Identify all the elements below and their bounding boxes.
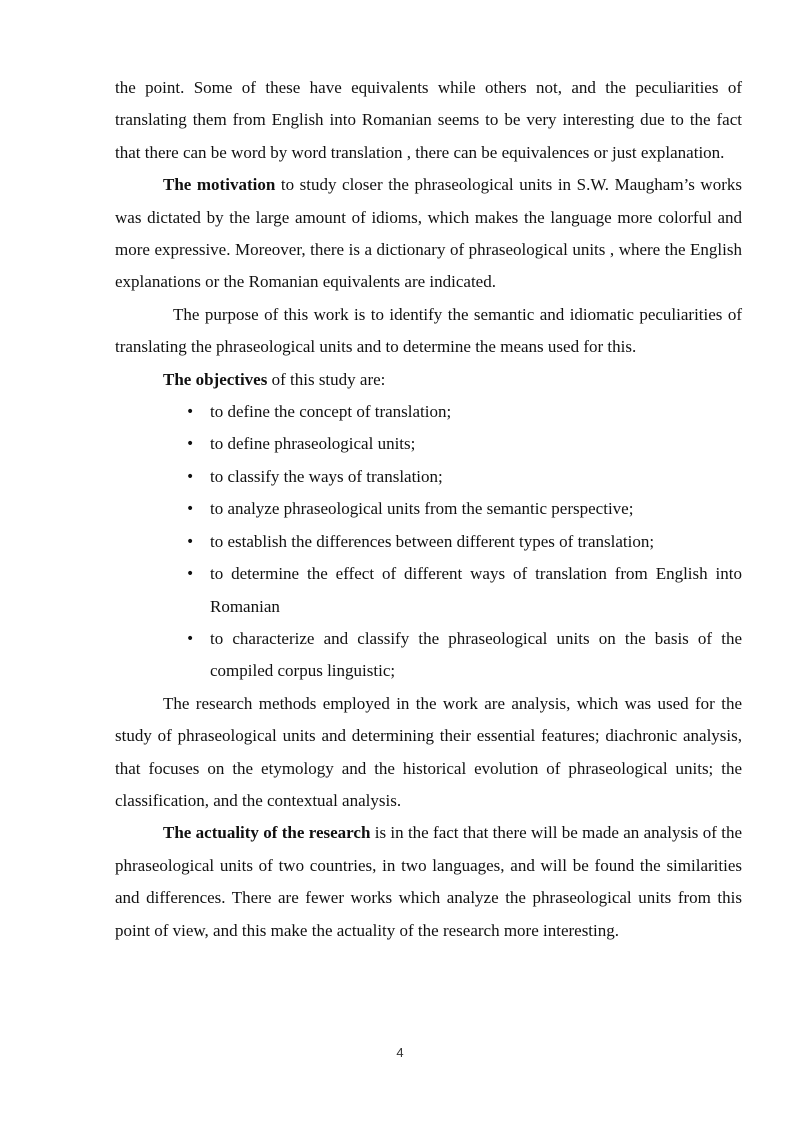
list-item: [186, 493, 742, 525]
bullet-icon: •: [186, 566, 195, 583]
bullet-icon: •: [186, 501, 195, 518]
objectives-heading: The objectives: [163, 369, 268, 389]
list-item-text: to establish the differences between different types of translation;: [210, 531, 655, 551]
list-item: [186, 396, 742, 428]
list-item-text: to define phraseological units;: [210, 434, 416, 454]
list-item: [186, 623, 742, 688]
bullet-icon: •: [186, 436, 195, 453]
list-item-text: to define the concept of translation;: [210, 402, 452, 422]
list-item: [186, 461, 742, 493]
purpose-paragraph: The purpose of this work is to identify the semantic and idiomatic peculiarities of translating the phraseological units and to determine the means used for this.: [115, 304, 742, 357]
bullet-icon: •: [186, 533, 195, 550]
actuality-heading: The actuality of the research: [163, 823, 371, 843]
list-item: [186, 558, 742, 623]
objectives-intro-text: of this study are:: [267, 369, 386, 389]
bullet-icon: •: [186, 404, 195, 421]
list-item-text: to classify the ways of translation;: [210, 466, 443, 486]
list-item: [186, 526, 742, 558]
objectives-intro: [115, 364, 742, 396]
list-item-text: to analyze phraseological units from the semantic perspective;: [210, 499, 634, 519]
bullet-icon: •: [186, 468, 195, 485]
page-body: [115, 72, 742, 947]
list-item-text: to characterize and classify the phraseological units on the basis of the compiled corpus linguistic;: [210, 628, 742, 681]
list-item-text: to determine the effect of different ways of translation from English into Romanian: [210, 564, 742, 616]
intro-paragraph: the point. Some of these have equivalents while others not, and the peculiarities of translating them from English into Romanian seems to be very interesting due to the fact that there can be word by word translation , there can be equivalences or just explanation.: [115, 78, 742, 162]
actuality-paragraph: [115, 817, 742, 947]
motivation-text: to study closer the phraseological units in S.W. Maugham’s works was dictated by the large amount of idioms, which makes the language more colorful and more expressive. Moreover, there is a dictionary of phraseological units , where the English explanations or the Romanian equivalents are indicated.: [115, 175, 742, 292]
objectives-list: [115, 396, 742, 688]
bullet-icon: •: [186, 630, 195, 647]
page-number: 4: [396, 1045, 404, 1060]
methods-paragraph: The research methods employed in the work are analysis, which was used for the study of phraseological units and determining their essential features; diachronic analysis, that focuses on the etymology and the historical evolution of phraseological units; the classification, and the contextual analysis.: [115, 693, 742, 810]
actuality-text: is in the fact that there will be made an analysis of the phraseological units of two countries, in two languages, and will be found the similarities and differences. There are fewer works which analyze the phraseological units from this point of view, and this make the actuality of the research more interesting.: [115, 823, 742, 940]
list-item: [186, 428, 742, 460]
motivation-heading: The motivation: [163, 175, 276, 195]
motivation-paragraph: [115, 169, 742, 299]
